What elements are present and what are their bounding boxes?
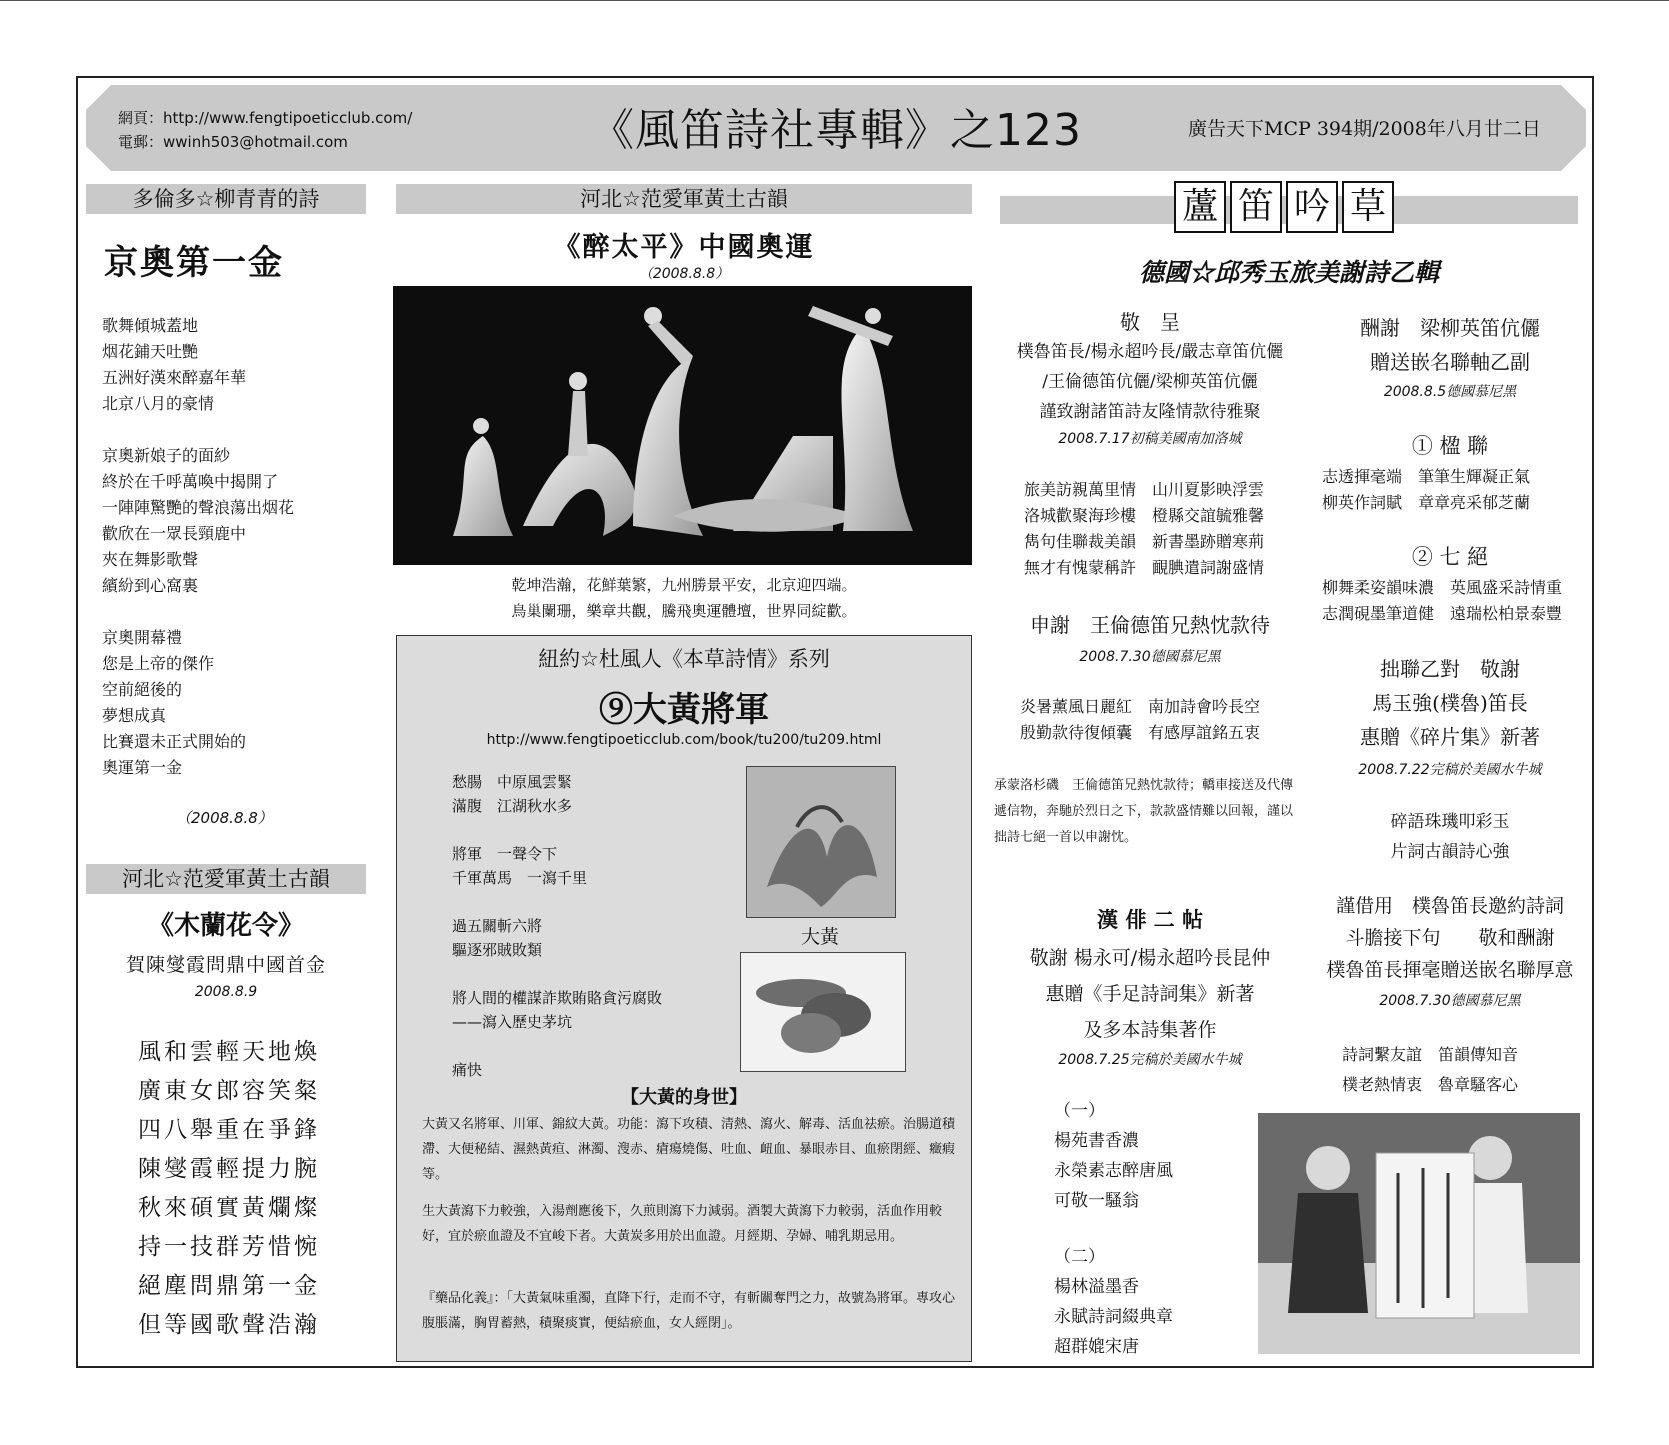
- verse-line: 驅逐邪賊敗類: [452, 941, 543, 959]
- col1-section2-bar: 河北☆范愛軍黃土古韻: [86, 864, 366, 894]
- couplet-block: [1300, 807, 1600, 867]
- col1-poem-title: 京奧第一金: [104, 243, 284, 283]
- poem-line: 無才有愧蒙稱許 靦腆遣詞謝盛情: [1024, 558, 1265, 577]
- couplet-line: 柳英作詞賦 章章亮采郁芝蘭: [1322, 493, 1531, 512]
- col3-right-title-2: [1300, 652, 1600, 754]
- identity-title: 【大黃的身世】: [621, 1087, 747, 1108]
- quatrain-section-lines: [1322, 575, 1562, 627]
- col3-left-date-1: 2008.7.17初稿美國南加洛城: [1058, 431, 1242, 447]
- col3-left-poem-2: [1020, 694, 1260, 746]
- col1-poem2-date: 2008.8.9: [194, 984, 258, 1000]
- poem-line: 您是上帝的傑作: [102, 654, 215, 673]
- rhubarb-root-photo: [740, 952, 906, 1072]
- poem-line: 持一技群芳惜惋: [138, 1234, 320, 1260]
- poem-line: 雋句佳聯裁美韻 新書墨跡贈寒荊: [1024, 532, 1265, 551]
- verse-line: 愁腸 中原風雲緊: [452, 773, 573, 791]
- poem-line: 風和雲輕天地煥: [138, 1039, 320, 1065]
- poem-line: 五洲好漢來醉嘉年華: [102, 368, 247, 387]
- col3-right-date-2: 2008.7.22完稿於美國水牛城: [1358, 762, 1542, 778]
- jingcheng-heading: 敬 呈: [1120, 310, 1180, 334]
- poem-line: 京奧新娘子的面紗: [102, 446, 231, 465]
- poem-line: 但等國歌聲浩瀚: [138, 1312, 320, 1338]
- col1-poem2-body: [138, 1033, 320, 1345]
- rhubarb-caption: 大黃: [800, 926, 839, 948]
- dedication-line: 惠贈《手足詩詞集》新著: [1045, 983, 1255, 1005]
- col3-right-date-1: 2008.8.5德國慕尼黑: [1383, 384, 1517, 400]
- poem-line: 鳥巢闌珊，樂章共觀，騰飛奧運體壇，世界同綻歡。: [511, 602, 857, 620]
- couplet-line: 片詞古韻詩心強: [1390, 842, 1510, 862]
- col3-left-date-2: 2008.7.30德國慕尼黑: [1079, 649, 1221, 665]
- poem-line: 廣東女郎容笑粲: [138, 1078, 320, 1104]
- title-line: 謹借用 樸魯笛長邀約詩詞: [1335, 895, 1564, 917]
- col1-section-bar: 多倫多☆柳青青的詩: [86, 184, 366, 214]
- dedication-line: 謹致謝諸笛詩友隆情款待雅聚: [1039, 402, 1261, 422]
- plant-illustration: [747, 767, 895, 917]
- presentation-illustration: [1258, 1113, 1580, 1354]
- dedication-line: /王倫德笛伉儷/梁柳英笛伉儷: [1042, 372, 1258, 392]
- title-char: 蘆: [1174, 181, 1226, 233]
- couplet-section-heading: ① 楹 聯: [1411, 434, 1489, 458]
- col2-poem-date: （2008.8.8）: [638, 266, 730, 282]
- identity-para-1: 大黃又名將軍、川軍、錦紋大黃。功能：瀉下攻積、清熱、瀉火、解毒、活血祛瘀。治腸道積滯、大便秘結、濕熱黃疸、淋濁、溲赤、瘡瘍燒傷、吐血、衄血、暴眼赤目、血瘀閉經、癥瘕等。: [422, 1117, 956, 1182]
- quatrain-line: 柳舞柔姿韻味濃 英風盛采詩情重: [1322, 578, 1563, 597]
- verse-line: 將軍 一聲令下: [452, 845, 558, 863]
- title-line: 酬謝 梁柳英笛伉儷: [1360, 316, 1540, 340]
- poem-line: 乾坤浩瀚，花鮮葉繁，九州勝景平安，北京迎四端。: [511, 576, 857, 594]
- poem-line: 歡欣在一眾長頸鹿中: [102, 524, 247, 543]
- col3-left-poem-1: [1024, 477, 1264, 581]
- poem-line: 夢想成真: [102, 706, 167, 725]
- col1-poem-body: [102, 313, 294, 781]
- shenxie-heading: 申謝 王倫德笛兄熱忱款待: [1030, 613, 1270, 637]
- poem-line: 陳燮霞輕提力腕: [138, 1156, 320, 1182]
- poem-line: 樸老熱情衷 魯章騷客心: [1342, 1075, 1519, 1094]
- title-line: 贈送嵌名聯軸乙副: [1370, 350, 1530, 374]
- poem-line: 奧運第一金: [102, 758, 183, 777]
- verse-line: ——瀉入歷史茅坑: [452, 1013, 573, 1031]
- title-line: 斗膽接下句 敬和酬謝: [1345, 927, 1555, 949]
- verse-line: 滿腹 江湖秋水多: [452, 797, 573, 815]
- col3-right-date-3: 2008.7.30德國慕尼黑: [1379, 993, 1521, 1009]
- top-rule: [0, 0, 1669, 1]
- poem-line: 絕塵問鼎第一金: [138, 1273, 320, 1299]
- verse-line: 千軍萬馬 一瀉千里: [452, 869, 588, 887]
- col3-title-chars: [1174, 181, 1394, 233]
- poem-line: 四八舉重在爭鋒: [138, 1117, 320, 1143]
- han-haiku-part-1: [1054, 1096, 1173, 1216]
- haiku-line: 超群媲宋唐: [1054, 1337, 1139, 1357]
- herb-box-title: 紐約☆杜風人《本草詩情》系列: [538, 647, 830, 671]
- calligraphy-presentation-photo: [1258, 1113, 1580, 1354]
- poem-line: 夾在舞影歌聲: [102, 550, 199, 569]
- couplet-line: 志透揮毫端 筆筆生輝凝正氣: [1322, 467, 1531, 486]
- couplet-line: 碎語珠璣叩彩玉: [1390, 812, 1510, 832]
- quatrain-line: 志潤硯墨筆道健 遠瑞松柏景泰豐: [1322, 604, 1563, 623]
- poem-line: 京奧開幕禮: [102, 628, 183, 647]
- haiku-line: 楊苑書香濃: [1054, 1131, 1139, 1151]
- poem-line: 洛城歡聚海珍樓 橙縣交誼毓雅馨: [1024, 506, 1265, 525]
- col3-right-title-3: [1296, 890, 1604, 986]
- col1-poem-date: （2008.8.8）: [176, 809, 273, 827]
- rhubarb-plant-photo: [746, 766, 896, 918]
- haiku-line: 楊林溢墨香: [1054, 1277, 1139, 1297]
- poem-line: 空前絕後的: [102, 680, 183, 699]
- final-poem-lines: [1342, 1040, 1518, 1100]
- dedication-line: 敬謝 楊永可/楊永超吟長昆仲: [1029, 947, 1271, 969]
- website-text[interactable]: 網頁：http://www.fengtipoeticclub.com/: [118, 109, 413, 127]
- haiku-line: 永賦詩詞綴典章: [1054, 1307, 1173, 1327]
- sculpture-illustration: [393, 286, 972, 565]
- dedication-line: 樸魯笛長/楊永超吟長/嚴志章笛伉儷: [1016, 342, 1284, 362]
- poem-line: 詩詞繫友誼 笛韻傳知音: [1342, 1045, 1519, 1064]
- col3-subtitle: 德國☆邱秀玉旅美謝詩乙輯: [1138, 258, 1439, 287]
- poem-line: 比賽還未正式開始的: [102, 732, 247, 751]
- poem-line: 殷勤款待復傾囊 有感厚誼銘五衷: [1020, 723, 1261, 742]
- col3-left-date-3: 2008.7.25完稿於美國水牛城: [1058, 1052, 1242, 1068]
- poem-line: 烟花鋪天吐艷: [102, 342, 199, 361]
- col1-poem2-subtitle: 賀陳燮霞問鼎中國首金: [125, 954, 326, 976]
- col3-right-title-1: [1300, 311, 1600, 379]
- dedication-line: 及多本詩集著作: [1083, 1019, 1217, 1041]
- col1-poem2-title: 《木蘭花令》: [147, 911, 304, 941]
- title-char: 吟: [1286, 181, 1338, 233]
- col2-section-bar: 河北☆范愛軍黃土古韻: [396, 184, 972, 214]
- han-haiku-dedication: [990, 940, 1310, 1048]
- masthead-title: 《風笛詩社專輯》之123: [590, 105, 1082, 156]
- dedication-block: [1000, 337, 1300, 427]
- title-line: 惠贈《碎片集》新著: [1360, 725, 1540, 749]
- verse-line: 過五關斬六將: [452, 917, 543, 935]
- email-text[interactable]: 電郵：wwinh503@hotmail.com: [118, 133, 348, 151]
- couplet-section-lines: [1322, 464, 1530, 516]
- title-char: 草: [1342, 181, 1394, 233]
- poem-line: 秋來碩實黃爛燦: [138, 1195, 320, 1221]
- identity-para-2: 生大黃瀉下力較強，入湯劑應後下，久煎則瀉下力減弱。酒製大黃瀉下力較弱，活血作用較好，宜於瘀血證及不宜峻下者。大黃炭多用於出血證。月經期、孕婦、哺乳期忌用。: [422, 1204, 943, 1244]
- herb-box-url[interactable]: http://www.fengtipoeticclub.com/book/tu200/tu209.html: [486, 732, 882, 748]
- root-illustration: [741, 953, 905, 1071]
- quatrain-section-heading: ② 七 絕: [1411, 545, 1489, 569]
- poem-line: 繽紛到心窩裏: [102, 576, 199, 595]
- col3-left-prose: 承蒙洛杉磯 王倫德笛兄熱忱款待；轎車接送及代傳遞信物，奔馳於烈日之下，款款盛情難以回報，謹以拙詩七絕一首以申謝忱。: [994, 778, 1294, 845]
- olympic-sculpture-photo: [393, 286, 972, 565]
- col2-poem-title: 《醉太平》中國奧運: [553, 232, 815, 263]
- part-label: （二）: [1054, 1247, 1105, 1267]
- header-contact: [118, 106, 412, 154]
- poem-line: 終於在千呼萬喚中揭開了: [102, 472, 279, 491]
- verse-line: 痛快: [452, 1061, 483, 1079]
- haiku-line: 永榮素志醉唐風: [1054, 1161, 1173, 1181]
- han-haiku-title: 漢 俳 二 帖: [1097, 907, 1203, 932]
- identity-para-3: 『藥品化義』：「大黃氣味重濁，直降下行，走而不守，有斬關奪門之力，故號為將軍。專攻心腹脹滿，胸胃蓄熱，積聚痰實，便結瘀血，女人經閉」。: [422, 1291, 956, 1331]
- title-char: 笛: [1230, 181, 1282, 233]
- herb-box-heading: ⑨大黃將軍: [599, 690, 769, 730]
- poem-line: 北京八月的豪情: [102, 394, 215, 413]
- part-label: （一）: [1054, 1101, 1105, 1121]
- verse-line: 將人間的權謀詐欺賄賂貪污腐敗: [452, 989, 663, 1007]
- han-haiku-part-2: [1054, 1242, 1173, 1362]
- issue-info: 廣告天下MCP 394期/2008年八月廿二日: [1188, 118, 1541, 140]
- poem-line: 歌舞傾城蓋地: [102, 316, 199, 335]
- poem-line: 旅美訪親萬里情 山川夏影映浮雲: [1024, 480, 1265, 499]
- poem-line: 炎暑薰風日麗紅 南加詩會吟長空: [1020, 697, 1261, 716]
- poem-line: 一陣陣驚艷的聲浪蕩出烟花: [102, 498, 295, 517]
- col2-poem-body: [396, 572, 972, 624]
- herb-verses: [452, 770, 662, 1082]
- title-line: 樸魯笛長揮毫贈送嵌名聯厚意: [1326, 959, 1574, 981]
- title-line: 馬玉強(樸魯)笛長: [1372, 691, 1528, 715]
- haiku-line: 可敬一騷翁: [1054, 1191, 1139, 1211]
- title-line: 拙聯乙對 敬謝: [1380, 657, 1520, 681]
